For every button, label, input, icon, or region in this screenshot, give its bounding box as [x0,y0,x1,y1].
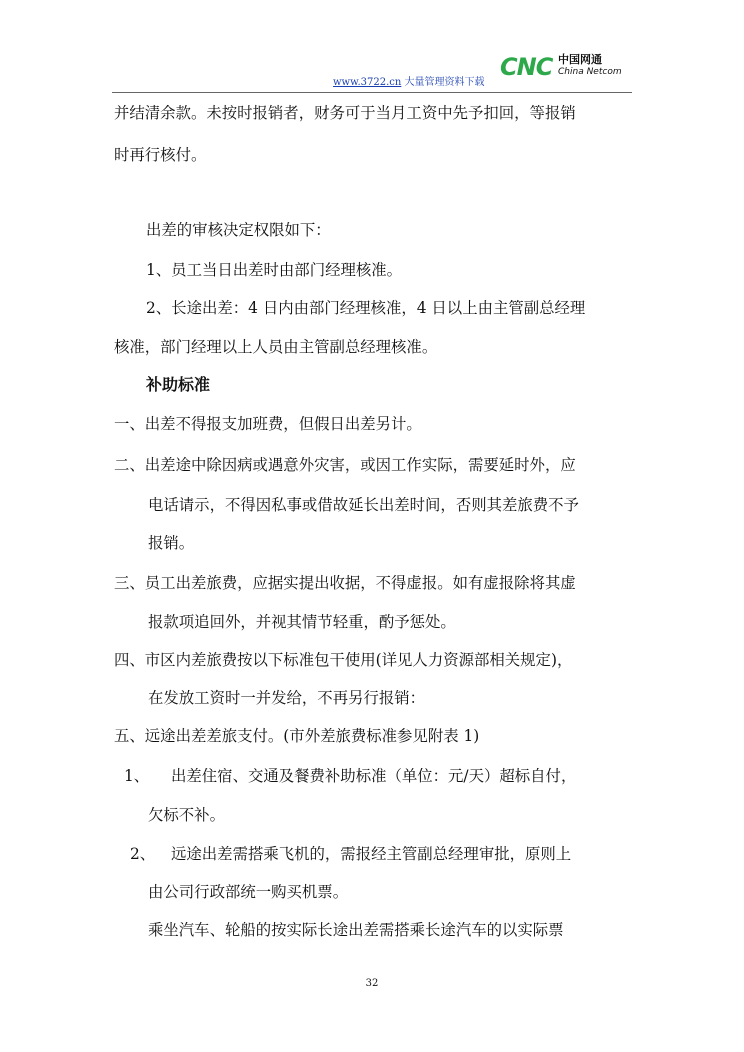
sub-item-1-continued: 欠标不补。 [148,806,225,824]
header-caption [333,77,485,89]
list-item-5: 五、远途出差差旅支付。(市外差旅费标准参见附表 1) [114,727,480,745]
header-website-link[interactable]: www.3722.cn [333,77,402,88]
header-divider [112,92,632,93]
list-item-3: 三、员工出差旅费，应据实提出收据，不得虚报。如有虚报除将其虚 [114,574,576,592]
list-item-2: 二、出差途中除因病或遇意外灾害，或因工作实际，需要延时外，应 [114,456,576,474]
paragraph-line: 时再行核付。 [114,146,207,164]
logo-chinese-name: 中国网通 [558,53,602,66]
sub-item-1-number: 1、 [124,767,150,785]
audit-rule-1: 1、员工当日出差时由部门经理核准。 [146,261,403,279]
sub-item-2-continued: 由公司行政部统一购买机票。 [148,883,349,901]
list-item-2-continued: 电话请示，不得因私事或借故延长出差时间，否则其差旅费不予 [148,496,579,514]
audit-authority-title: 出差的审核决定权限如下： [146,221,331,239]
page-number: 32 [365,978,379,989]
section-heading: 补助标准 [146,375,211,394]
audit-rule-2: 2、长途出差：4 日内由部门经理核准，4 日以上由主管副总经理 [146,299,586,317]
paragraph-line: 并结清余款。未按时报销者，财务可于当月工资中先予扣回，等报销 [114,104,576,122]
paragraph-line: 乘坐汽车、轮船的按实际长途出差需搭乘长途汽车的以实际票 [148,921,564,939]
list-item-1: 一、出差不得报支加班费，但假日出差另计。 [114,415,422,433]
header-download-note: 大量管理资料下载 [404,77,485,88]
list-item-3-continued: 报款项追回外，并视其情节轻重，酌予惩处。 [148,613,456,631]
sub-item-1: 出差住宿、交通及餐费补助标准（单位：元/天）超标自付， [171,767,577,785]
sub-item-2: 远途出差需搭乘飞机的，需报经主管副总经理审批，原则上 [171,845,572,863]
sub-item-2-number: 2、 [130,845,156,863]
cnc-logo-mark: CNC [500,53,553,81]
audit-rule-2-continued: 核准，部门经理以上人员由主管副总经理核准。 [114,338,438,356]
list-item-4-continued: 在发放工资时一并发给，不再另行报销： [148,689,426,707]
logo-english-name: China Netcom [558,67,622,77]
china-netcom-logo [500,52,628,84]
list-item-4: 四、市区内差旅费按以下标准包干使用(详见人力资源部相关规定)， [114,651,573,669]
page-header [0,52,744,92]
list-item-2-continued: 报销。 [148,534,195,552]
